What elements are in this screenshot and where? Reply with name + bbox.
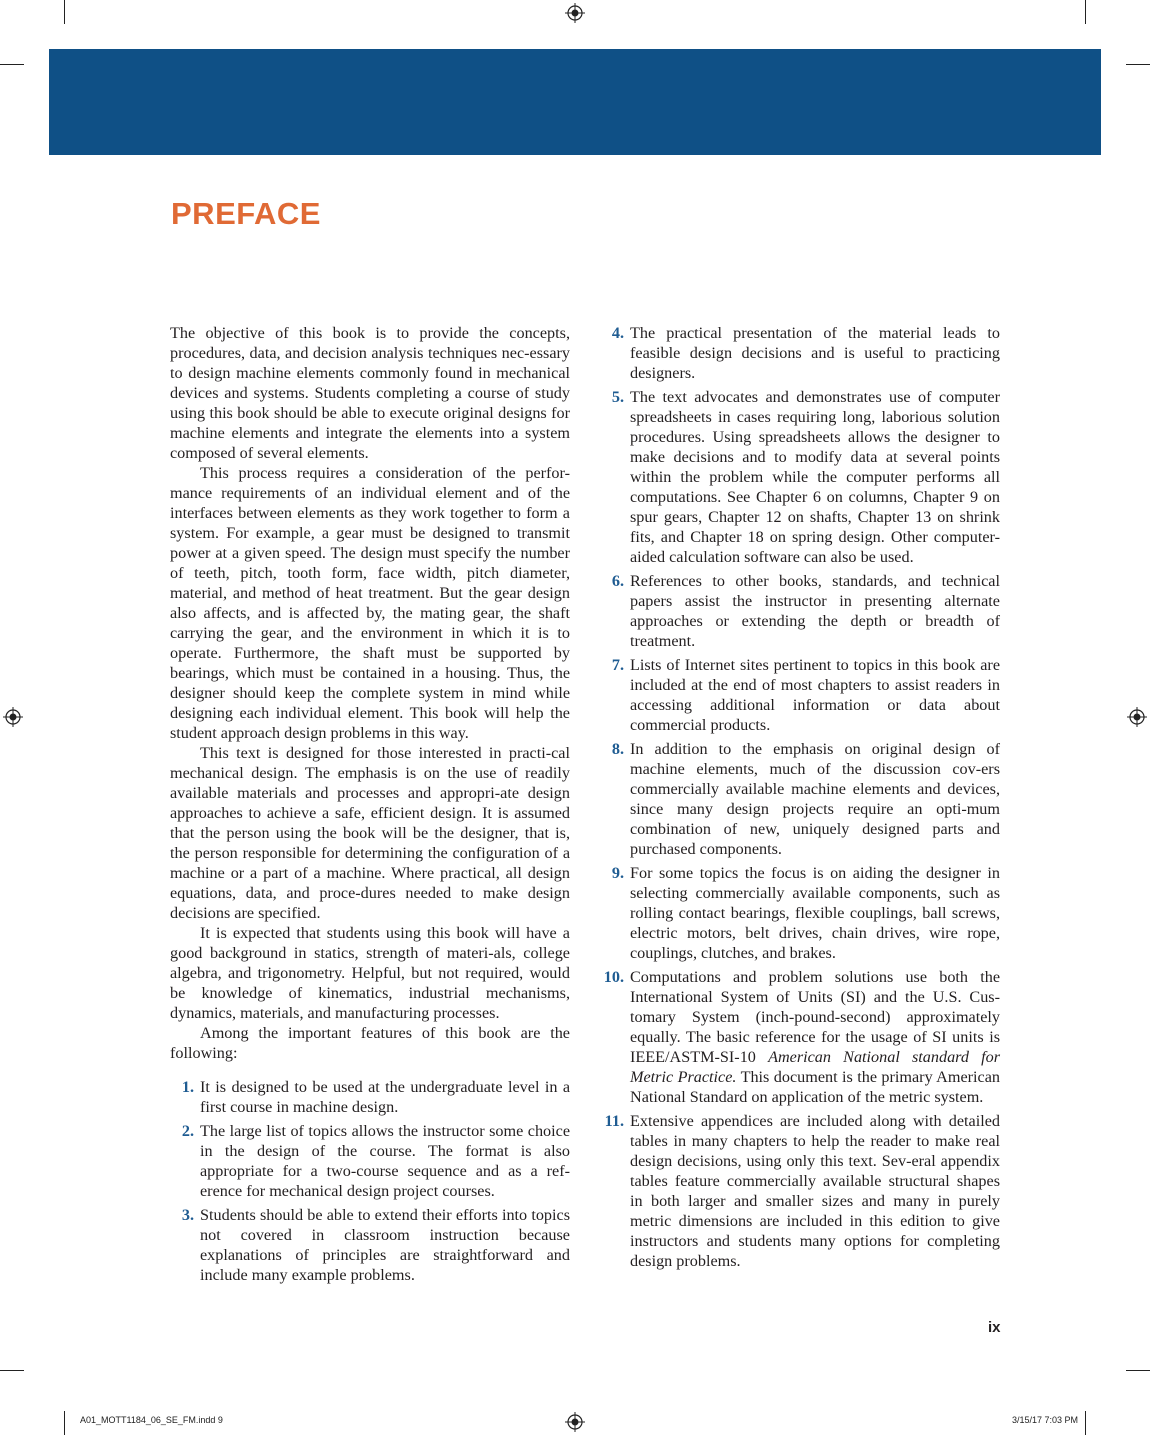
list-number: 11. [604,1112,624,1130]
list-item [600,655,1000,735]
list-item [600,571,1000,651]
header-banner [49,49,1101,155]
list-item [600,323,1000,383]
list-item [600,739,1000,859]
list-item [600,967,1000,1107]
registration-mark-icon [565,3,585,23]
right-column [600,323,1000,1275]
features-list [600,323,1000,1271]
list-item-text: The text advocates and demonstrates use of computer spreadsheets in cases requiring long, laborious solution procedures. Using spreadsheets allows the designer to make decisions and to modify data at several points within the problem while the computer performs all computations. See Chapter 6 on columns, Chapter 9 on spur gears, Chapter 12 on shafts, Chapter 13 on shrink fits, and Chapter 18 on spring design. Other computer-aided calculation software can also be used. [630,388,1000,566]
crop-mark [0,1370,24,1371]
list-item-text: It is designed to be used at the undergraduate level in a first course in machine design. [200,1078,570,1116]
list-number: 1. [181,1078,194,1096]
crop-mark [1085,0,1086,24]
list-number: 6. [611,572,624,590]
list-number: 8. [611,740,624,758]
left-column [170,323,570,1289]
list-item [170,1077,570,1117]
list-item [170,1205,570,1285]
list-item-text: For some topics the focus is on aiding the designer in selecting commercially available components, such as rolling contact bearings, flexible couplings, ball screws, electric motors, belt drives, chain drives, wire rope, couplings, clutches, and brakes. [630,864,1000,962]
list-number: 9. [611,864,624,882]
list-item [600,387,1000,567]
crop-mark [1126,1370,1150,1371]
list-number: 4. [611,324,624,342]
list-item-text: Extensive appendices are included along with detailed tables in many chapters to help the reader to make real design decisions, using only this text. Sev-eral appendix tables feature commercially available structural shapes in both larger and smaller sizes and many in purely metric dimensions are included in this edition to give instructors and students many options for completing design problems. [630,1112,1000,1270]
list-item-text: The practical presentation of the material leads to feasible design decisions and is useful to practicing designers. [630,324,1000,382]
body-paragraph: The objective of this book is to provide the concepts, procedures, data, and decision analysis techniques nec-essary to design machine elements commonly found in mechanical devices and systems. Students completing a course of study using this book should be able to execute original designs for machine elements and integrate the elements into a system composed of several elements. [170,324,570,462]
list-number: 5. [611,388,624,406]
crop-mark [64,1411,65,1435]
body-paragraph: This process requires a consideration of the perfor-mance requirements of an individual element and of the interfaces between elements as they work together to form a system. For example, a gear must be designed to transmit power at a given speed. The design must specify the number of teeth, pitch, tooth form, face width, pitch diameter, material, and method of heat treatment. But the gear design also affects, and is affected by, the mating gear, the shaft carrying the gear, and the environment in which it is to operate. Furthermore, the shaft must be supported by bearings, which must be contained in a housing. Thus, the designer should keep the complete system in mind while designing each individual element. This book will help the student approach design problems in this way. [170,464,570,742]
list-number: 2. [181,1122,194,1140]
list-item-text: In addition to the emphasis on original design of machine elements, much of the discussion cov-ers commercially available machine elements and devices, since many design projects require an opti-mum combination of new, uniquely designed parts and purchased components. [630,740,1000,858]
features-list [170,1077,570,1285]
crop-mark [64,0,65,24]
list-number: 10. [603,968,624,986]
body-paragraph: This text is designed for those interested in practi-cal mechanical design. The emphasis is on the use of readily available materials and processes and appropri-ate design approaches to achieve a safe, efficient design. It is assumed that the person using the book will be the designer, that is, the person responsible for determining the configuration of a machine or a part of a machine. Where practical, all design equations, data, and proce-dures needed to make design decisions are specified. [170,744,570,922]
registration-mark-icon [1127,707,1147,727]
list-item-text: Computations and problem solutions use both the International System of Units (SI) and the U.S. Cus-tomary System (inch-pound-second) approximately equally. The basic reference for the usage of SI units is IEEE/ASTM-SI-10 [630,968,1000,1066]
crop-mark [1085,1411,1086,1435]
page-number: ix [988,1319,1001,1336]
standard-title: American National standard for Metric Practice. [630,1048,1001,1086]
slug-file: A01_MOTT1184_06_SE_FM.indd 9 [80,1415,223,1425]
list-item [600,1111,1000,1271]
list-item-text: References to other books, standards, and technical papers assist the instructor in presenting alternate approaches or extending the depth or breadth of treatment. [630,572,1000,650]
crop-mark [1126,64,1150,65]
registration-mark-icon [3,707,23,727]
registration-mark-icon [565,1412,585,1432]
list-item-text: The large list of topics allows the instructor some choice in the design of the course. The format is also appropriate for a two-course sequence and as a ref-erence for mechanical design project courses. [200,1122,570,1200]
page-title: PREFACE [171,196,321,231]
list-item-text: Students should be able to extend their efforts into topics not covered in classroom instruction because explanations of principles are straightforward and include many example problems. [200,1206,570,1284]
list-item [600,863,1000,963]
body-paragraph: It is expected that students using this book will have a good background in statics, strength of materi-als, college algebra, and trigonometry. Helpful, but not required, would be knowledge of kinematics, industrial mechanisms, dynamics, materials, and manufacturing processes. [170,924,570,1022]
list-number: 7. [611,656,624,674]
list-number: 3. [181,1206,194,1224]
crop-mark [0,64,24,65]
slug-date: 3/15/17 7:03 PM [1011,1415,1078,1425]
list-item [170,1121,570,1201]
list-item-text: Lists of Internet sites pertinent to topics in this book are included at the end of most chapters to assist readers in accessing additional information or data about commercial products. [630,656,1000,734]
body-paragraph: Among the important features of this book are the following: [170,1024,570,1062]
list-item-text: This document is the primary American National Standard on application of the metric system. [630,1068,1001,1106]
